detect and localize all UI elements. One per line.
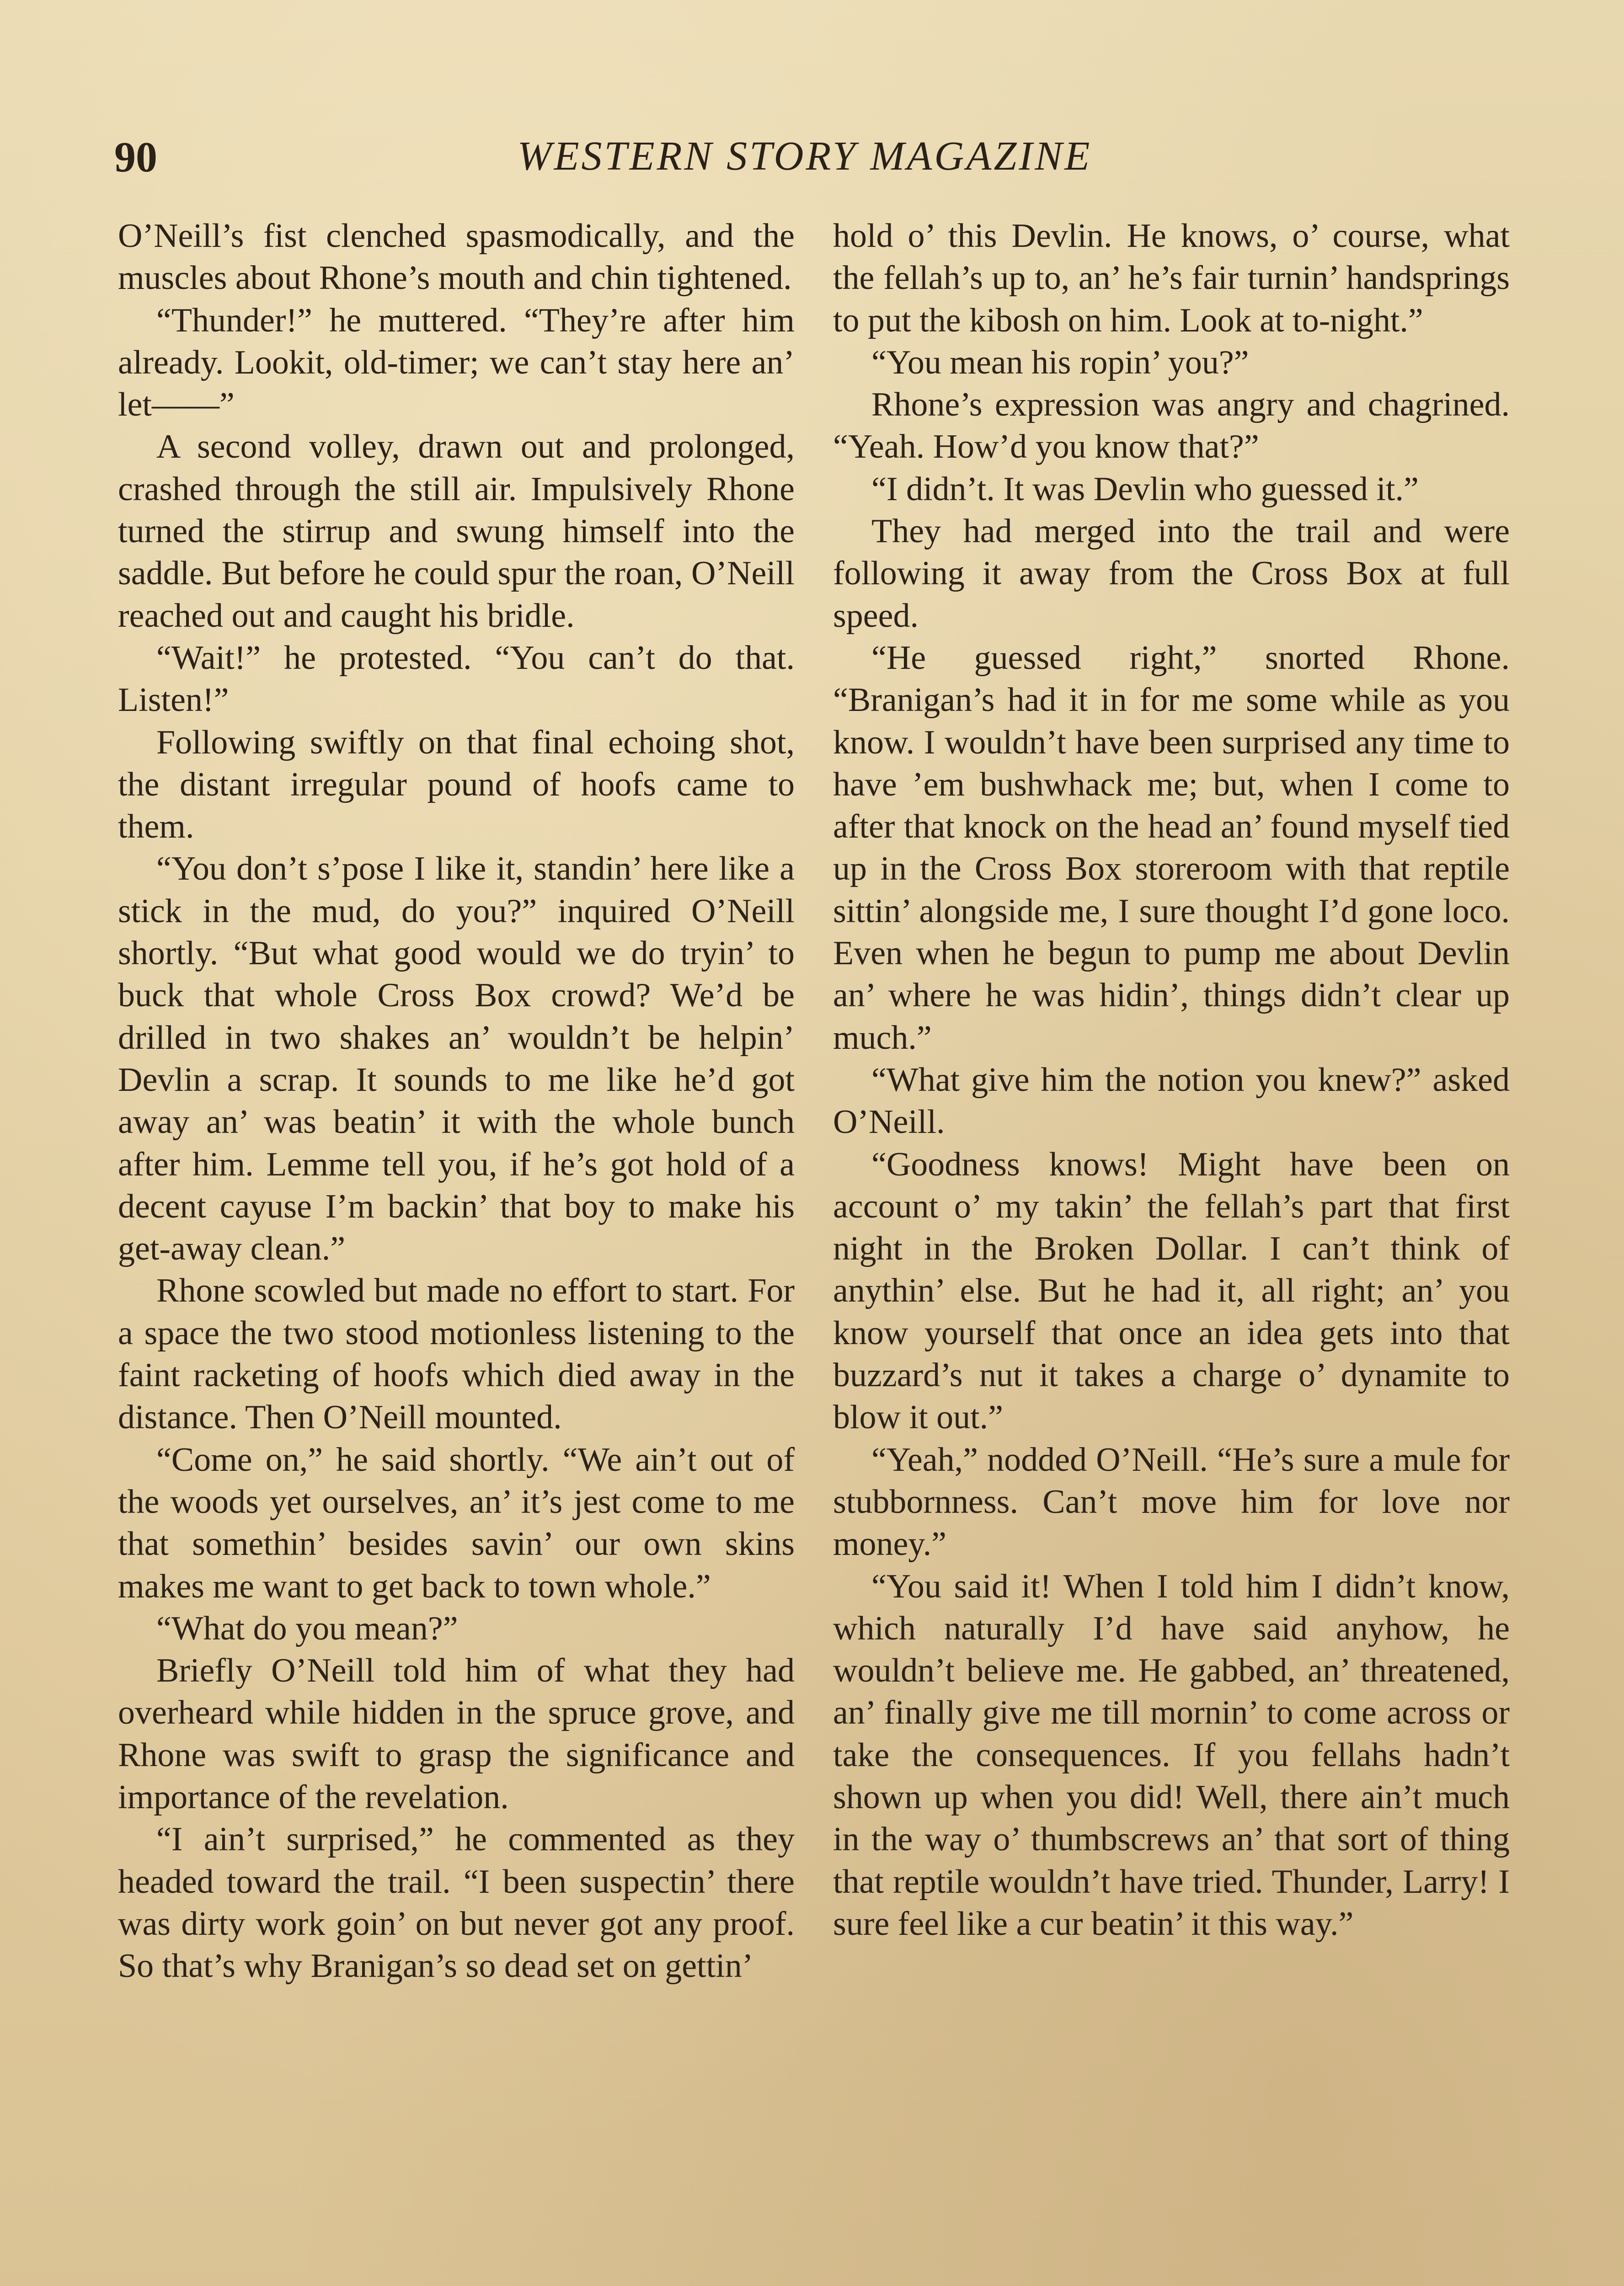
paragraph: “I didn’t. It was Devlin who guessed it.” <box>871 470 1419 508</box>
paragraph: “What give him the notion you knew?” asked O’Neill. <box>833 1061 1510 1141</box>
running-title: WESTERN STORY MAGAZINE <box>517 134 1092 179</box>
paragraph: “You said it! When I told him I didn’t know, which naturally I’d have said anyhow, he wouldn’t believe me. He gabbed, an’ threatened, an’ finally give me till mornin’ to come across or take the consequences. If you fellahs hadn’t shown up when you did! Well, there ain’t much in the way o’ thumbscrews an’ that sort of thing that reptile wouldn’t have tried. Thunder, Larry! I sure feel like a cur beatin’ it this way.” <box>833 1567 1510 1943</box>
paragraph: “Thunder!” he muttered. “They’re after him already. Lookit, old-timer; we can’t stay here an’ let——” <box>118 301 795 424</box>
paragraph: Rhone’s expression was angry and chagrined. “Yeah. How’d you know that?” <box>833 386 1510 466</box>
paragraph: “You mean his ropin’ you?” <box>871 343 1249 381</box>
paragraph: Following swiftly on that final echoing shot, the distant irregular pound of hoofs came to them. <box>118 723 795 846</box>
paragraph: A second volley, drawn out and prolonged, crashed through the still air. Impulsively Rhone turned the stirrup and swung himself into the saddle. But before he could spur the roan, O’Neill reached out and caught his bridle. <box>118 428 795 635</box>
paragraph: They had merged into the trail and were following it away from the Cross Box at full speed. <box>833 513 1510 635</box>
paragraph: “Yeah,” nodded O’Neill. “He’s sure a mule for stubbornness. Can’t move him for love nor money.” <box>833 1441 1510 1563</box>
paragraph: Rhone scowled but made no effort to start. For a space the two stood motionless listening to the faint racketing of hoofs which died away in the distance. Then O’Neill mounted. <box>118 1272 795 1437</box>
paragraph: “You don’t s’pose I like it, standin’ here like a stick in the mud, do you?” inquired O’Neill shortly. “But what good would we do tryin’ to buck that whole Cross Box crowd? We’d be drilled in two shakes an’ wouldn’t be helpin’ Devlin a scrap. It sounds to me like he’d got away an’ was beatin’ it with the whole bunch after him. Lemme tell you, if he’s got hold of a decent cayuse I’m backin’ that boy to make his get-away clean.” <box>118 850 795 1268</box>
paragraph: Briefly O’Neill told him of what they had overheard while hidden in the spruce grove, and Rhone was swift to grasp the significance and importance of the revelation. <box>118 1652 795 1816</box>
paragraph: “I ain’t surprised,” he commented as they headed toward the trail. “I been suspectin’ there was dirty work goin’ on but never got any proof. So that’s why Branigan’s so dead set on gettin’ <box>118 1821 795 1985</box>
paragraph: “Goodness knows! Might have been on account o’ my takin’ the fellah’s part that first night in the Broken Dollar. I can’t think of anythin’ else. But he had it, all right; an’ you know yourself that once an idea gets into that buzzard’s nut it takes a charge o’ dynamite to blow it out.” <box>833 1145 1510 1437</box>
page-number: 90 <box>114 134 157 181</box>
paragraph: “He guessed right,” snorted Rhone. “Branigan’s had it in for me some while as you know. I wouldn’t have been surprised any time to have ’em bushwhack me; but, when I come to after that knock on the head an’ found myself tied up in the Cross Box storeroom with that reptile sittin’ alongside me, I sure thought I’d gone loco. Even when he begun to pump me about Devlin an’ where he was hidin’, things didn’t clear up much.” <box>833 639 1510 1057</box>
right-column <box>833 215 1510 1945</box>
paragraph: O’Neill’s fist clenched spasmodically, and the muscles about Rhone’s mouth and chin tightened. <box>118 217 795 297</box>
page-header <box>82 133 1527 201</box>
paragraph: hold o’ this Devlin. He knows, o’ course, what the fellah’s up to, an’ he’s fair turnin’ handsprings to put the kibosh on him. Look at to-night.” <box>833 217 1510 339</box>
paragraph: “Come on,” he said shortly. “We ain’t out of the woods yet ourselves, an’ it’s jest come to me that somethin’ besides savin’ our own skins makes me want to get back to town whole.” <box>118 1441 795 1605</box>
paragraph: “Wait!” he protested. “You can’t do that. Listen!” <box>118 639 795 719</box>
paragraph: “What do you mean?” <box>156 1609 458 1647</box>
left-column <box>118 215 795 1987</box>
